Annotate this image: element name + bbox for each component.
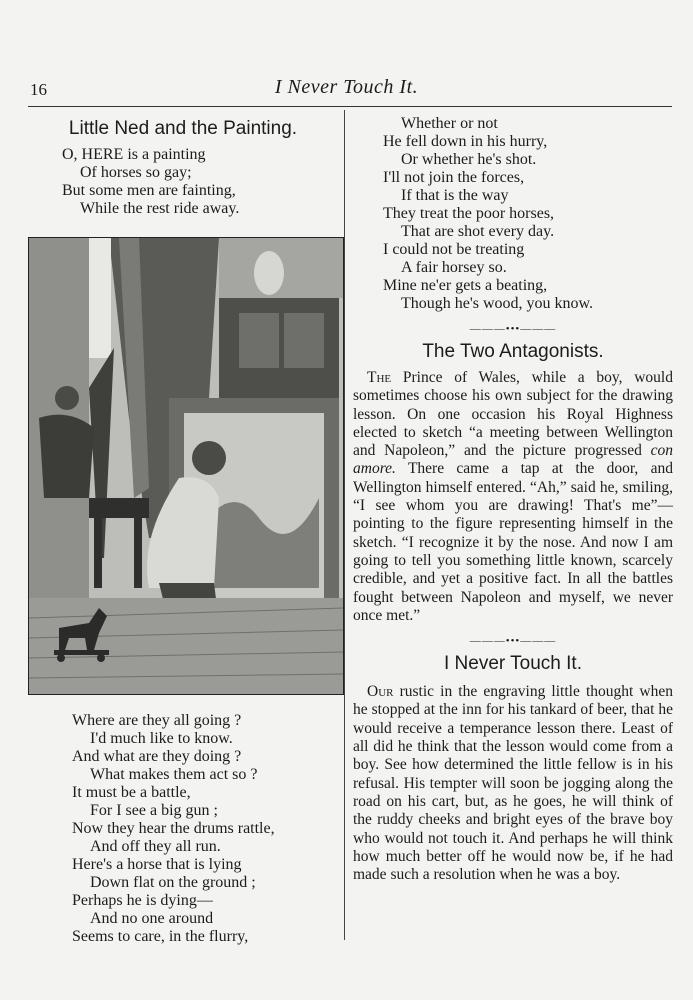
right-column [353,115,673,884]
engraving-illustration [28,237,344,695]
verse-line: I could not be treating [383,241,525,258]
section-ornament: ———•••——— [469,323,557,335]
poem-stanza-3 [383,115,673,313]
verse-line: Or whether he's shot. [401,151,537,168]
poem-title: Little Ned and the Painting. [68,118,298,139]
running-title: I Never Touch It. [274,76,419,98]
verse-line: While the rest ride away. [80,200,240,217]
verse-line: Perhaps he is dying— [72,892,213,909]
verse-line: And what are they doing ? [72,748,242,765]
verse-line: What makes them act so ? [90,766,258,783]
article-text: rustic in the engraving little thought when he stopped at the inn for his tankard of beer, that he would receive a temperance lesson there. Least of all did he think that the lesson would come from a boy. See how determined the little fellow is in his refusal. His tempter will soon be jogging along the road on his cart, but, as he goes, he will think of the ruddy cheeks and bright eyes of the brave boy who would not touch it. And perhaps he will think how much better off he would now be, if he had made such a resolution when he was a boy. [353,683,673,884]
verse-line: Where are they all going ? [72,712,242,729]
article-text: There came a tap at the door, and Wellington himself entered. “Ah,” said he, smiling, “I see whom you are drawing! That's me”—pointing to the figure representing himself in the sketch. “I recognize it by the nose. And now I am going to tell you something little known, scarcely credible, and yet a positive fact. In all the battles fought between Napoleon and myself, we never once met.” [353,460,673,624]
page-number: 16 [30,80,47,99]
poem-stanza-1 [62,146,336,218]
verse-line: I'll not join the forces, [383,169,525,186]
verse-line: But some men are fainting, [62,182,236,199]
verse-line: Though he's wood, you know. [401,295,594,312]
verse-line: Whether or not [401,115,498,132]
verse-line: It must be a battle, [72,784,191,801]
verse-line: O, HERE is a painting [62,146,206,163]
verse-line: Seems to care, in the flurry, [72,928,249,945]
article-title-never-touch: I Never Touch It. [444,653,582,675]
article-italic-phrase: con amore. [353,442,673,478]
engraving-image [29,238,343,694]
verse-line: That are shot every day. [401,223,555,240]
section-ornament: ———•••——— [469,635,557,648]
left-column [30,118,336,218]
article-title-antagonists: The Two Antagonists. [422,341,604,362]
verse-line: If that is the way [401,187,509,204]
verse-line: A fair horsey so. [401,259,507,276]
header-rule [28,106,672,107]
left-column-lower [30,712,336,946]
verse-line: For I see a big gun ; [90,802,218,819]
article-body-never-touch [353,683,673,884]
poem-stanza-2 [72,712,336,946]
verse-line: Here's a horse that is lying [72,856,242,873]
verse-line: And no one around [90,910,214,927]
verse-line: Down flat on the ground ; [90,874,256,891]
article-body-antagonists [353,369,673,625]
verse-line: And off they all run. [90,838,221,855]
verse-line: Mine ne'er gets a beating, [383,277,548,294]
article-lead-word: The [367,369,392,386]
verse-line: They treat the poor horses, [383,205,555,222]
verse-line: Now they hear the drums rattle, [72,820,275,837]
article-lead-word: Our [367,683,394,701]
verse-line: I'd much like to know. [90,730,233,747]
verse-line: He fell down in his hurry, [383,133,548,150]
article-text: Prince of Wales, while a boy, would sometimes choose his own subject for the drawing lesson. On one occasion his Royal Highness elected to sketch “a meeting between Wellington and Napoleon,” and the picture progressed [353,369,673,460]
verse-line: Of horses so gay; [80,164,192,181]
column-divider [344,110,345,940]
